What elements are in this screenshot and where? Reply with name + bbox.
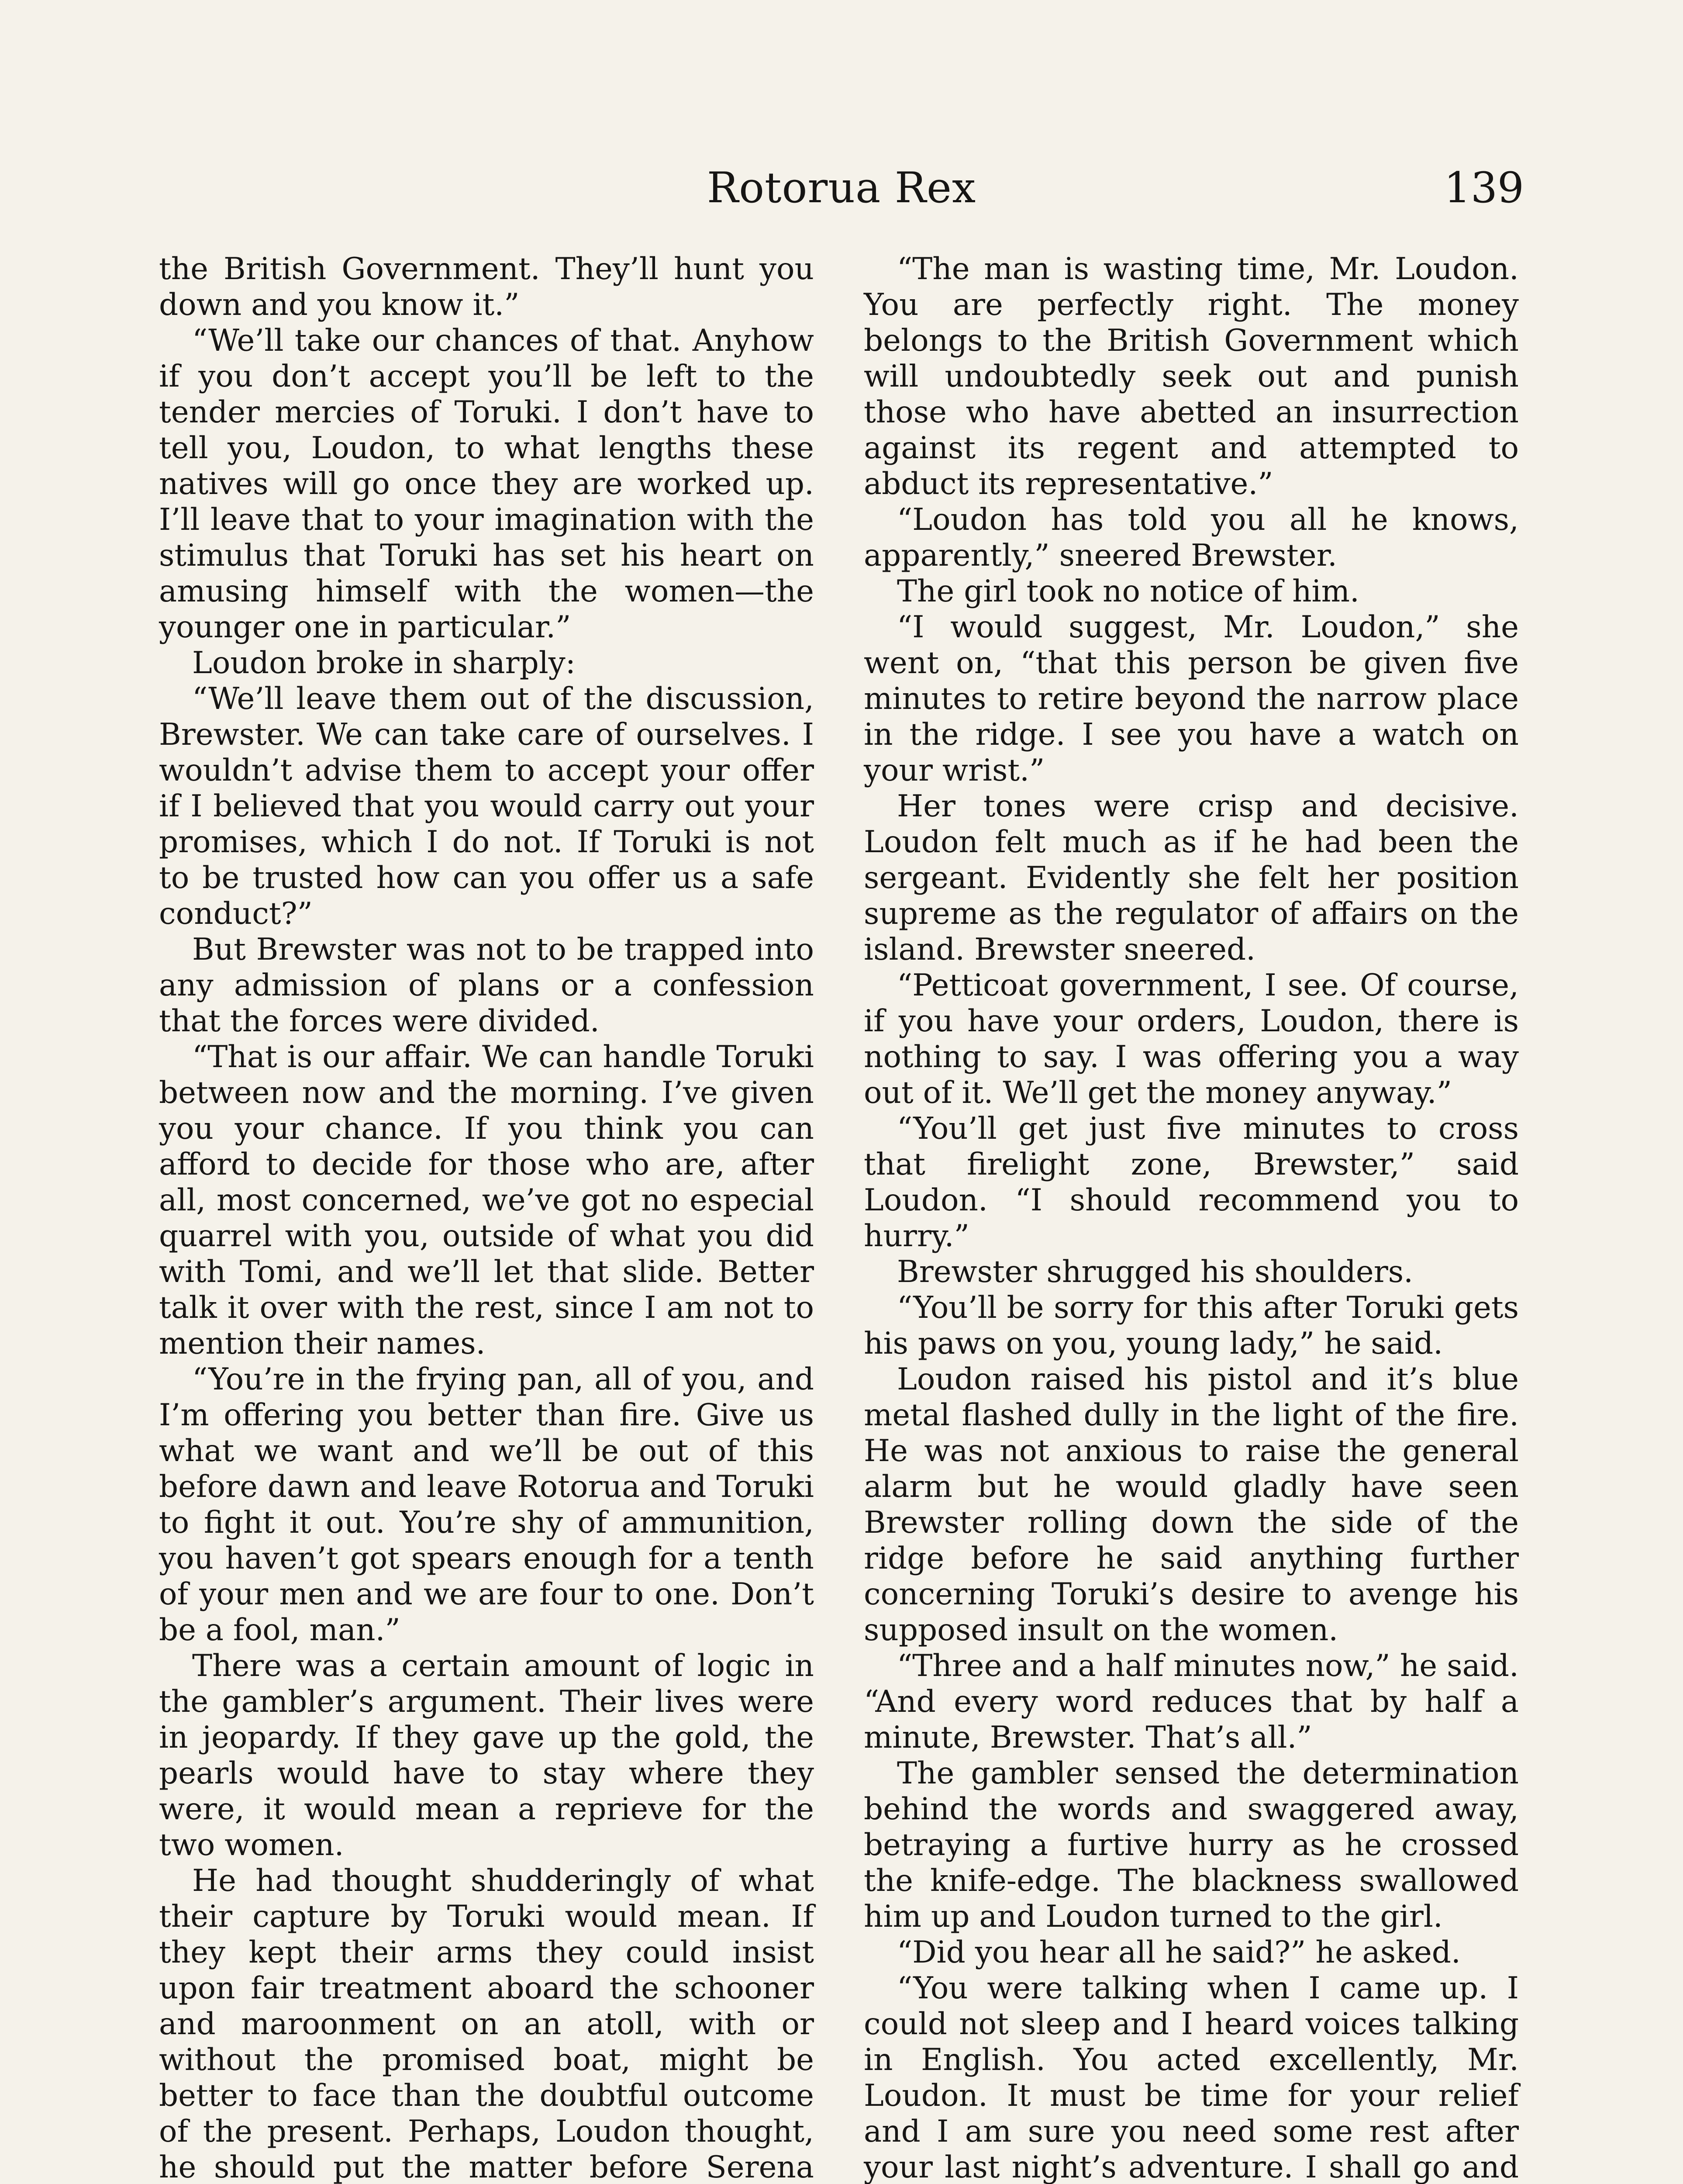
- paragraph: There was a certain amount of logic in the gambler’s argument. Their lives were in jeopardy. If they gave up the gold, the pearls would have to stay where they were, it would mean a reprieve for the two women.: [159, 1648, 814, 1863]
- paragraph: He had thought shudderingly of what their capture by Toruki would mean. If they kept their arms they could insist upon fair treatment aboard the schooner and maroonment on an atoll, with or without the promised boat, might be better to face than the doubtful outcome of the present. Perhaps, Loudon thought, he should put the matter before Serena: [159, 1863, 814, 2184]
- paragraph: “Three and a half minutes now,” he said. “And every word reduces that by half a minute, Brewster. That’s all.”: [864, 1648, 1519, 1755]
- paragraph: The gambler sensed the determination behind the words and swaggered away, betraying a furtive hurry as he crossed the knife-edge. The blackness swallowed him up and Loudon turned to the girl.: [864, 1756, 1519, 1934]
- page-number: 139: [1444, 163, 1524, 212]
- paragraph: “Did you hear all he said?” he asked.: [897, 1935, 1461, 1970]
- paragraph: Loudon broke in sharply:: [192, 646, 576, 681]
- paragraph: Her tones were crisp and decisive. Loudon felt much as if he had been the sergeant. Evidently she felt her position supreme as the regulator of affairs on the island. Brewster sneered.: [864, 789, 1519, 967]
- paragraph: “You’ll get just five minutes to cross that firelight zone, Brewster,” said Loudon. “I should recommend you to hurry.”: [864, 1111, 1519, 1254]
- paragraph: “We’ll leave them out of the discussion, Brewster. We can take care of ourselves. I wouldn’t advise them to accept your offer if I believed that you would carry out your promises, which I do not. If Toruki is not to be trusted how can you offer us a safe conduct?”: [159, 681, 814, 931]
- paragraph: “You’re in the frying pan, all of you, and I’m offering you better than fire. Give us what we want and we’ll be out of this before dawn and leave Rotorua and Toruki to fight it out. You’re shy of ammunition, you haven’t got spears enough for a tenth of your men and we are four to one. Don’t be a fool, man.”: [159, 1362, 814, 1648]
- paragraph: “You’ll be sorry for this after Toruki gets his paws on you, young lady,” he said.: [864, 1290, 1519, 1361]
- running-title: Rotorua Rex: [707, 163, 976, 212]
- page-header: [159, 162, 1524, 223]
- paragraph: The girl took no notice of him.: [897, 574, 1359, 609]
- paragraph: Brewster shrugged his shoulders.: [897, 1254, 1414, 1289]
- paragraph: “We’ll take our chances of that. Anyhow if you don’t accept you’ll be left to the tender mercies of Toruki. I don’t have to tell you, Loudon, to what lengths these natives will go once they are worked up. I’ll leave that to your imagination with the stimulus that Toruki has set his heart on amusing himself with the women—the younger one in particular.”: [159, 323, 814, 645]
- paragraph: “You were talking when I came up. I could not sleep and I heard voices talking in English. You acted excellently, Mr. Loudon. It must be time for your relief and I am sure you need some rest after your last night’s adventure. I shall go and: [864, 1971, 1519, 2184]
- paragraph: the British Government. They’ll hunt you down and you know it.”: [159, 252, 814, 322]
- paragraph: “Petticoat government, I see. Of course, if you have your orders, Loudon, there is nothing to say. I was offering you a way out of it. We’ll get the money anyway.”: [864, 968, 1519, 1110]
- paragraph: “That is our affair. We can handle Toruki between now and the morning. I’ve given you your chance. If you think you can afford to decide for those who are, after all, most concerned, we’ve got no especial quarrel with you, outside of what you did with Tomi, and we’ll let that slide. Better talk it over with the rest, since I am not to mention their names.: [159, 1040, 814, 1361]
- paragraph: But Brewster was not to be trapped into any admission of plans or a confession that the forces were divided.: [159, 932, 814, 1039]
- paragraph: Loudon raised his pistol and it’s blue metal flashed dully in the light of the fire. He was not anxious to raise the general alarm but he would gladly have seen Brewster rolling down the side of the ridge before he said anything further concerning Toruki’s desire to avenge his supposed insult on the women.: [864, 1362, 1519, 1648]
- left-column: [159, 251, 814, 2184]
- paragraph: “I would suggest, Mr. Loudon,” she went on, “that this person be given five minutes to retire beyond the narrow place in the ridge. I see you have a watch on your wrist.”: [864, 610, 1519, 788]
- paragraph: “The man is wasting time, Mr. Loudon. You are perfectly right. The money belongs to the British Government which will undoubtedly seek out and punish those who have abetted an insurrection against its regent and attempted to abduct its representative.”: [864, 252, 1519, 501]
- paragraph: “Loudon has told you all he knows, apparently,” sneered Brewster.: [864, 502, 1519, 573]
- right-column: [864, 251, 1519, 2184]
